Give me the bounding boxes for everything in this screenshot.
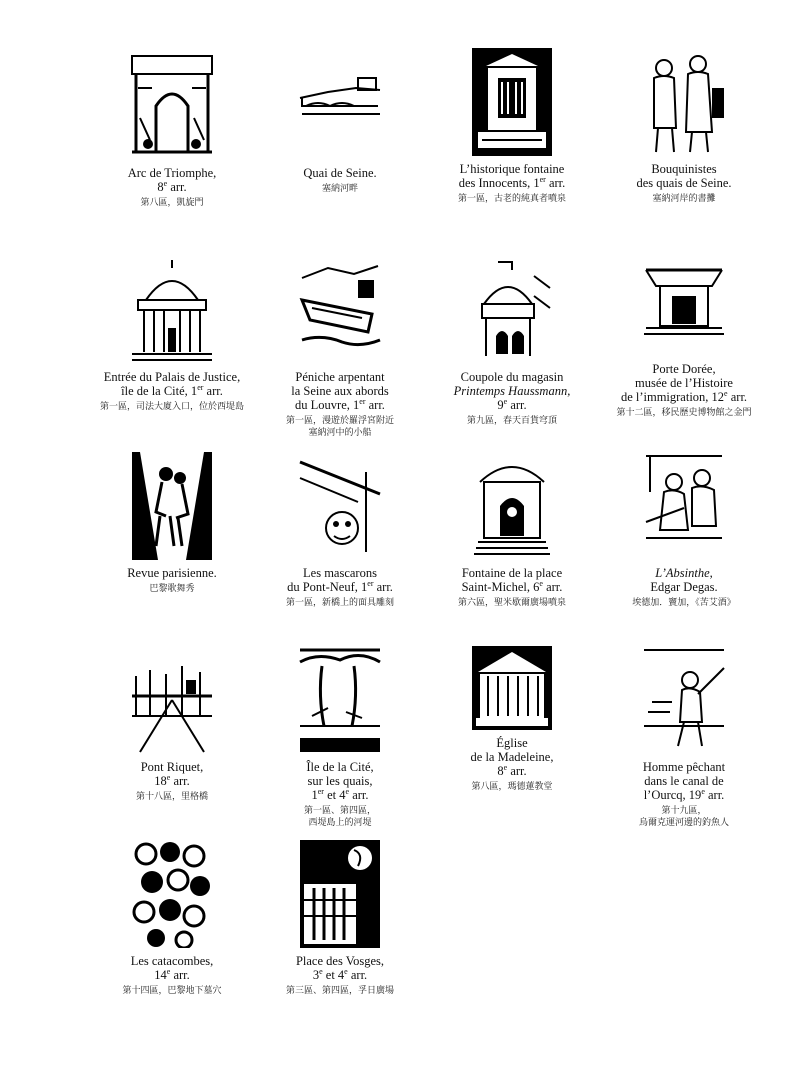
caption-chinese: 第十九區， 烏爾克運河邊的釣魚人 — [638, 806, 729, 828]
mascarons-illustration — [298, 452, 382, 560]
caption-french: L’historique fontaine des Innocents, 1er arr. — [458, 162, 566, 190]
caption-chinese: 第一區，司法大廈入口，位於西堤島 — [99, 402, 244, 412]
grid-item-palais-de-justice — [92, 256, 252, 413]
caption-chinese: 埃德加．竇加，《苦艾酒》 — [632, 598, 736, 608]
caption-french: Les mascarons du Pont-Neuf, 1er arr. — [287, 566, 393, 594]
grid-item-bouquinistes — [604, 48, 764, 205]
caption-chinese: 巴黎歌舞秀 — [149, 584, 195, 594]
grid-item-peniche — [260, 256, 420, 439]
caption-chinese: 第十二區，移民歷史博物館之金門 — [616, 408, 752, 418]
caption-french: L’Absinthe, Edgar Degas. — [650, 566, 718, 594]
grid-item-absinthe — [604, 452, 764, 609]
fontaine-saint-michel-illustration — [472, 452, 552, 560]
ile-de-la-cite-illustration — [298, 646, 382, 754]
caption-french: Île de la Cité, sur les quais, 1er et 4e arr. — [306, 760, 374, 802]
caption-french: Péniche arpentant la Seine aux abords du Louvre, 1er arr. — [291, 370, 389, 412]
coupole-printemps-illustration — [472, 256, 552, 364]
caption-chinese: 塞納河岸的書攤 — [652, 194, 716, 204]
caption-french: Fontaine de la place Saint-Michel, 6e arr. — [461, 566, 563, 594]
grid-item-fontaine-saint-michel — [432, 452, 592, 609]
caption-french: Arc de Triomphe, 8e arr. — [127, 166, 217, 194]
grid-item-ile-de-la-cite — [260, 646, 420, 829]
porte-doree-illustration — [642, 256, 726, 356]
homme-pechant-illustration — [642, 646, 726, 754]
grid-item-revue-parisienne — [92, 452, 252, 595]
catacombes-illustration — [132, 840, 212, 948]
grid-item-pont-riquet — [92, 646, 252, 803]
caption-chinese: 第六區，聖米歇爾廣場噴泉 — [457, 598, 566, 608]
caption-french: Quai de Seine. — [303, 166, 377, 180]
caption-french: Porte Dorée, musée de l’Histoire de l’immigration, 12e arr. — [620, 362, 748, 404]
revue-parisienne-illustration — [132, 452, 212, 560]
quai-de-seine-illustration — [298, 48, 382, 160]
caption-french: Place des Vosges, 3e et 4e arr. — [295, 954, 385, 982]
grid-item-porte-doree — [604, 256, 764, 419]
caption-chinese: 第一區，漫遊於羅浮宮附近 塞納河中的小船 — [285, 416, 394, 438]
caption-chinese: 第八區，瑪德蓮教堂 — [471, 782, 553, 792]
caption-chinese: 第一區、第四區， 西堤島上的河堤 — [303, 806, 376, 828]
grid-item-mascarons — [260, 452, 420, 609]
grid-item-madeleine — [432, 646, 592, 793]
fontaine-innocents-illustration — [472, 48, 552, 156]
grid-item-quai-de-seine — [260, 48, 420, 195]
grid-item-fontaine-innocents — [432, 48, 592, 205]
place-des-vosges-illustration — [300, 840, 380, 948]
pont-riquet-illustration — [130, 646, 214, 754]
caption-french: Coupole du magasin Printemps Haussmann, 9e arr. — [453, 370, 571, 412]
grid-item-arc-de-triomphe — [92, 48, 252, 209]
absinthe-illustration — [644, 452, 724, 560]
caption-chinese: 第九區，春天百貨穹頂 — [466, 416, 557, 426]
madeleine-illustration — [472, 646, 552, 730]
caption-french: Les catacombes, 14e arr. — [130, 954, 214, 982]
caption-french: Homme pêchant dans le canal de l’Ourcq, 19e arr. — [642, 760, 726, 802]
caption-chinese: 第一區，古老的純真者噴泉 — [457, 194, 566, 204]
caption-french: Bouquinistes des quais de Seine. — [636, 162, 732, 190]
caption-chinese: 第十四區，巴黎地下墓穴 — [122, 986, 222, 996]
grid-item-homme-pechant — [604, 646, 764, 829]
caption-chinese: 第三區、第四區，孚日廣場 — [285, 986, 394, 996]
grid-item-coupole-printemps — [432, 256, 592, 427]
grid-item-place-des-vosges — [260, 840, 420, 997]
palais-de-justice-illustration — [130, 256, 214, 364]
arc-de-triomphe-illustration — [128, 48, 216, 160]
caption-chinese: 塞納河畔 — [321, 184, 358, 194]
caption-chinese: 第十八區，里格橋 — [135, 792, 208, 802]
caption-french: Revue parisienne. — [127, 566, 217, 580]
caption-french: Entrée du Palais de Justice, île de la Cité, 1er arr. — [103, 370, 241, 398]
caption-chinese: 第八區，凱旋門 — [140, 198, 204, 208]
grid-item-catacombes — [92, 840, 252, 997]
peniche-illustration — [298, 256, 382, 364]
caption-french: Église de la Madeleine, 8e arr. — [470, 736, 554, 778]
caption-chinese: 第一區，新橋上的面具雕刻 — [285, 598, 394, 608]
bouquinistes-illustration — [642, 48, 726, 156]
caption-french: Pont Riquet, 18e arr. — [140, 760, 204, 788]
